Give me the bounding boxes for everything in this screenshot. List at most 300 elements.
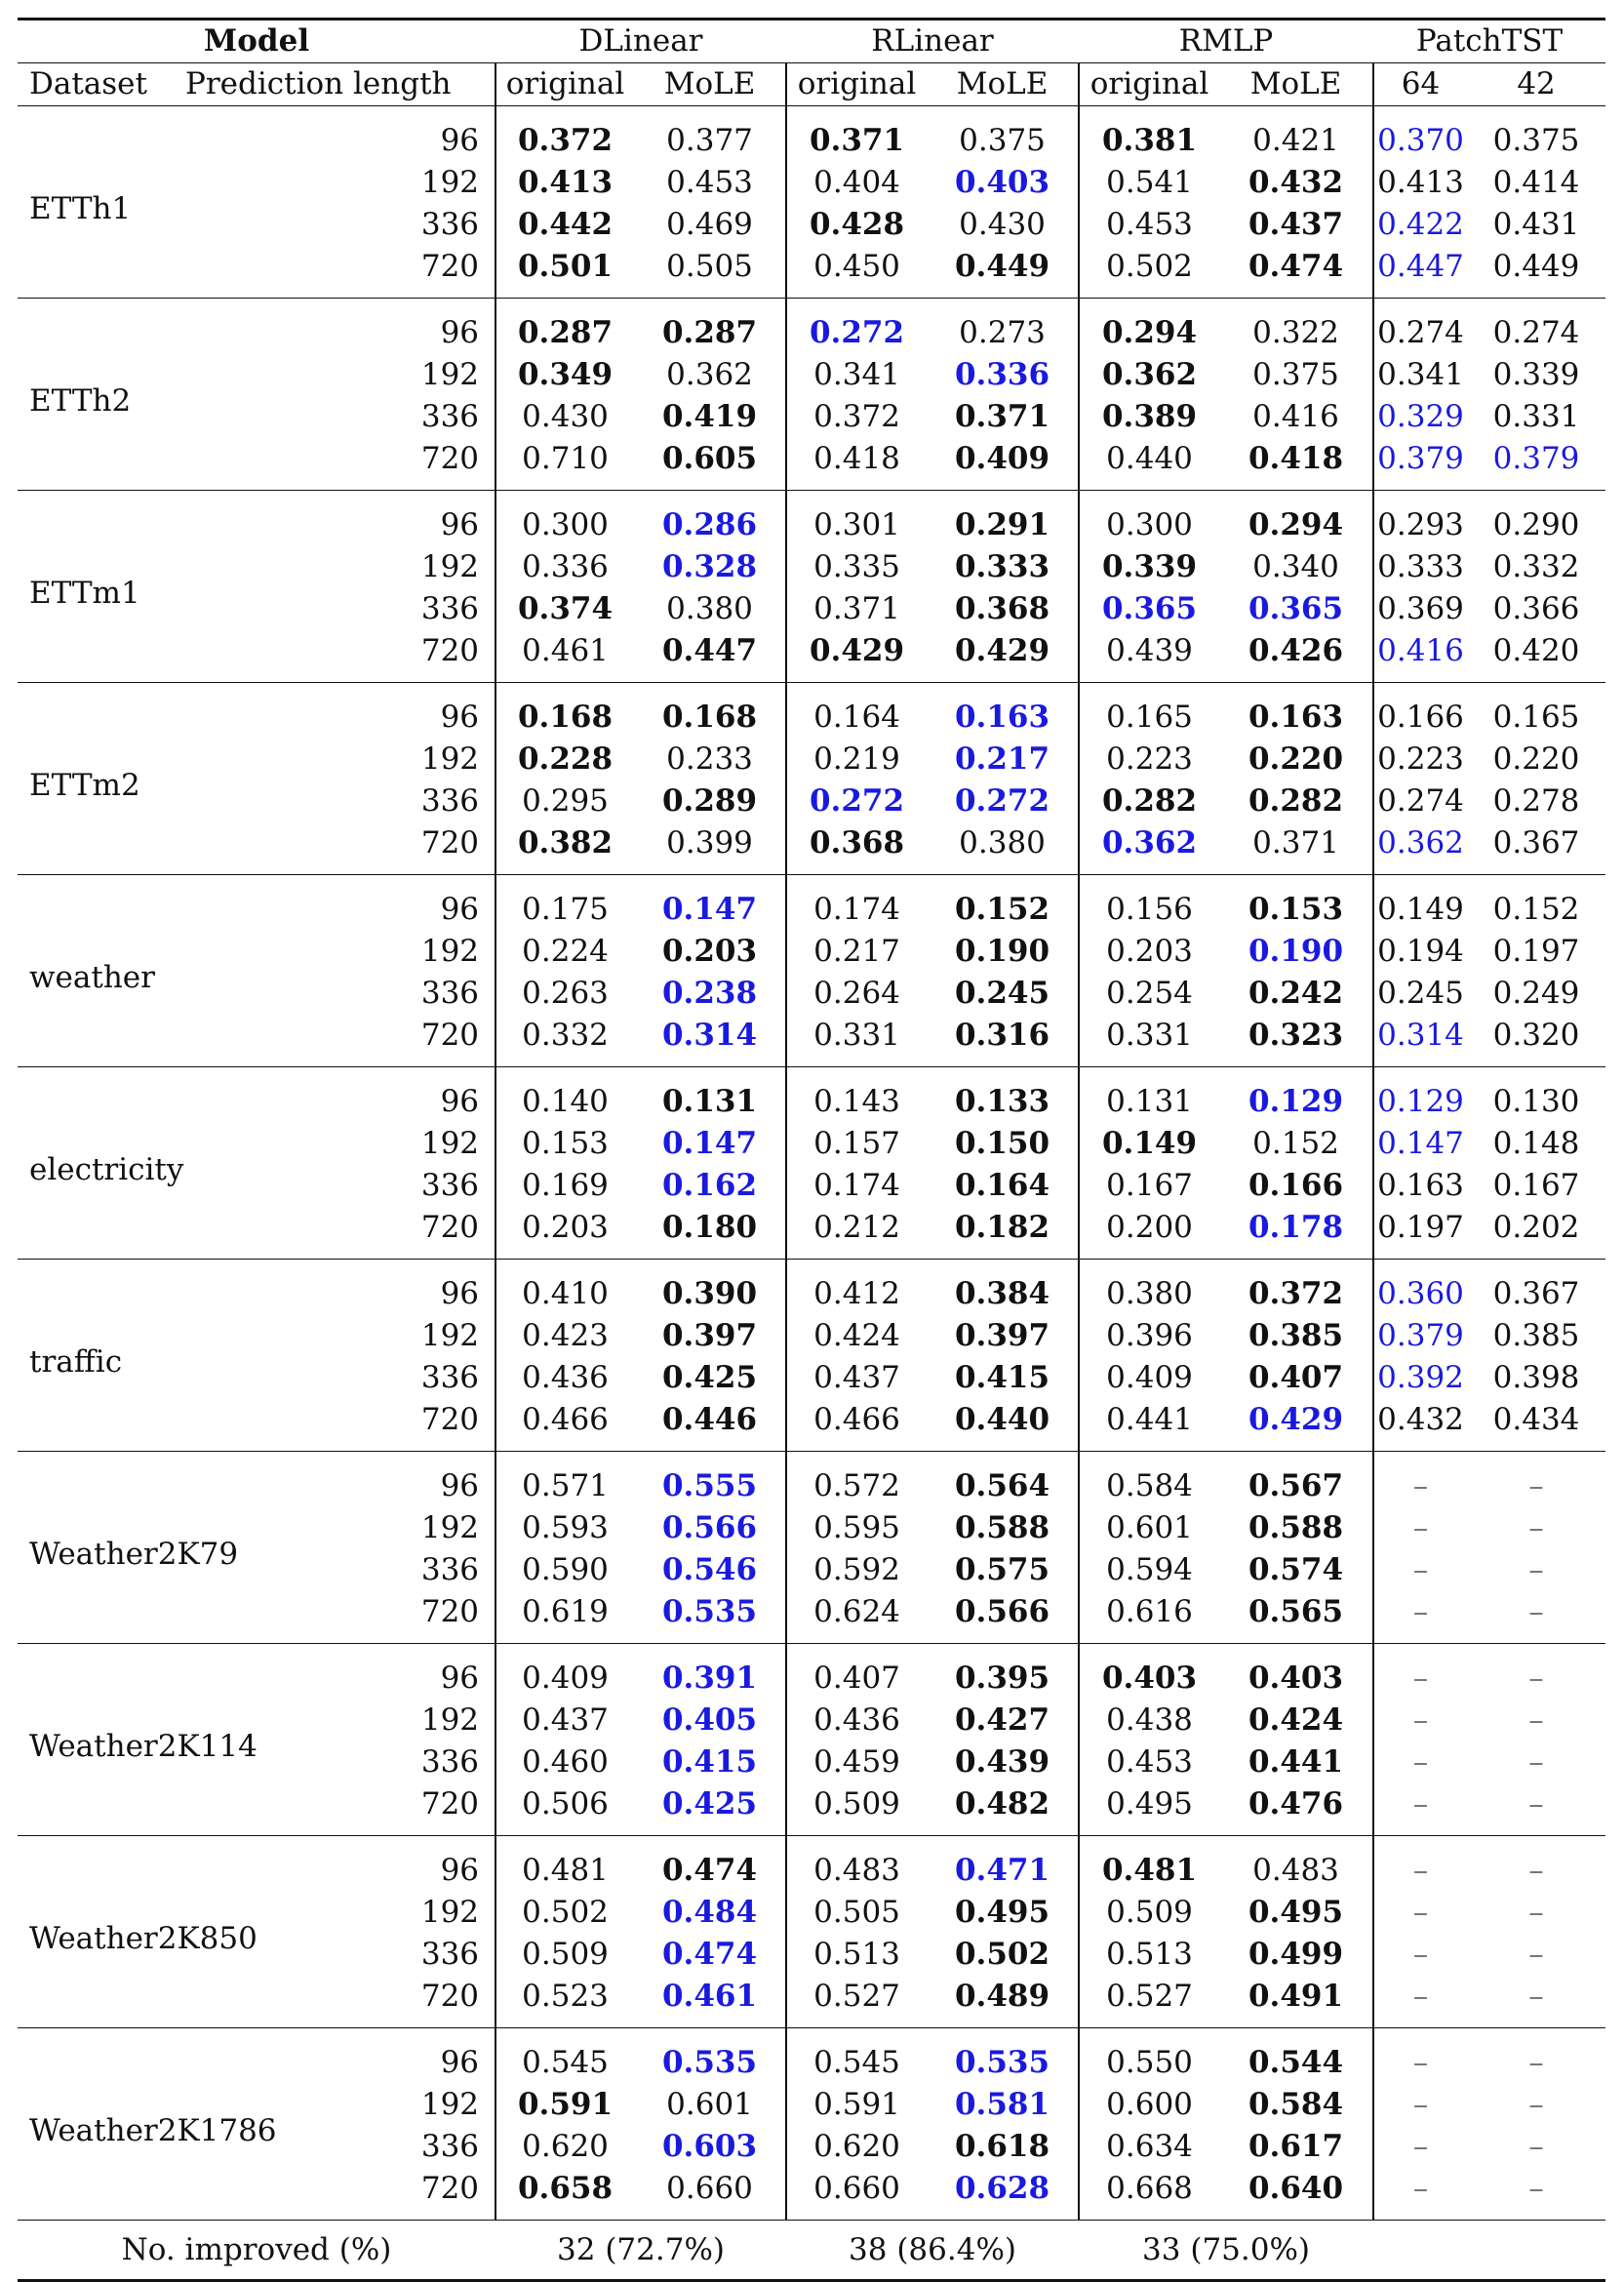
- table-row: [18, 396, 1605, 438]
- metric-cell: 0.436: [786, 1700, 927, 1742]
- metric-cell: –: [1373, 2126, 1467, 2168]
- metric-cell: 0.425: [661, 1360, 758, 1395]
- metric-cell: 0.287: [495, 299, 634, 355]
- metric-cell: 0.495: [954, 1895, 1050, 1930]
- metric-cell: 0.658: [495, 2168, 634, 2221]
- metric-cell: 0.375: [1467, 106, 1605, 163]
- metric-cell: 0.412: [786, 1260, 927, 1316]
- metric-cell: 0.375: [927, 106, 1079, 163]
- dataset-name: traffic: [18, 1260, 174, 1452]
- metric-cell: 0.223: [1373, 739, 1467, 781]
- metric-cell: 0.527: [1079, 1976, 1219, 2028]
- metric-cell: 0.294: [1079, 299, 1219, 355]
- prediction-length: 192: [420, 2087, 480, 2122]
- metric-cell: 0.603: [661, 2129, 758, 2164]
- metric-cell: 0.544: [1219, 2028, 1373, 2085]
- metric-cell: 0.368: [786, 822, 927, 875]
- dataset-name: Weather2K114: [18, 1644, 174, 1836]
- metric-cell: 0.152: [1252, 1126, 1339, 1161]
- metric-cell: –: [1528, 1510, 1544, 1545]
- metric-cell: 0.428: [786, 204, 927, 246]
- group-header-patchtst: PatchTST: [1415, 23, 1564, 59]
- metric-cell: 0.147: [661, 1126, 758, 1161]
- metric-cell: 0.505: [786, 1892, 927, 1934]
- metric-cell: 0.438: [1079, 1700, 1219, 1742]
- metric-cell: 0.369: [1373, 588, 1467, 630]
- metric-cell: 0.336: [954, 357, 1050, 392]
- metric-cell: 0.322: [1219, 299, 1373, 355]
- prediction-length-header: Prediction length: [174, 63, 495, 106]
- metric-cell: 0.129: [1219, 1067, 1373, 1124]
- metric-cell: –: [1373, 2028, 1467, 2085]
- metric-cell: –: [1373, 2084, 1467, 2126]
- metric-cell: 0.409: [495, 1644, 634, 1701]
- metric-cell: 0.436: [495, 1357, 634, 1399]
- metric-cell: 0.323: [1248, 1018, 1344, 1053]
- prediction-length: 96: [174, 683, 495, 740]
- dataset-name: ETTh2: [18, 299, 174, 491]
- metric-cell: 0.535: [661, 1594, 758, 1629]
- table-row: [18, 1357, 1605, 1399]
- table-row: [18, 299, 1605, 355]
- metric-cell: 0.331: [786, 1015, 927, 1067]
- metric-cell: 0.588: [1248, 1510, 1344, 1545]
- metric-cell: 0.374: [495, 588, 634, 630]
- metric-cell: 0.300: [1079, 491, 1219, 547]
- prediction-length: 720: [420, 249, 480, 284]
- prediction-length: 336: [420, 1744, 480, 1780]
- metric-cell: –: [1373, 1452, 1467, 1508]
- prediction-length: 720: [420, 1210, 480, 1245]
- metric-cell: 0.245: [1373, 973, 1467, 1015]
- metric-cell: 0.481: [495, 1836, 634, 1893]
- metric-cell: 0.203: [1079, 931, 1219, 973]
- prediction-length: 336: [420, 2129, 480, 2164]
- metric-cell: 0.274: [1373, 781, 1467, 822]
- metric-cell: 0.148: [1492, 1126, 1580, 1161]
- prediction-length: 720: [420, 825, 480, 861]
- metric-cell: 0.152: [927, 875, 1079, 932]
- footer-value-rmlp: 33 (75.0%): [1079, 2221, 1373, 2281]
- prediction-length: 96: [174, 1836, 495, 1893]
- metric-cell: 0.290: [1467, 491, 1605, 547]
- metric-cell: 0.425: [661, 1786, 758, 1822]
- metric-cell: 0.590: [495, 1549, 634, 1591]
- prediction-length: 336: [420, 591, 480, 626]
- metric-cell: 0.513: [786, 1934, 927, 1976]
- metric-cell: 0.413: [495, 162, 634, 204]
- metric-cell: –: [1528, 2129, 1544, 2164]
- metric-cell: 0.203: [661, 934, 758, 969]
- metric-cell: 0.432: [1373, 1399, 1467, 1452]
- metric-cell: –: [1373, 1783, 1467, 1836]
- metric-cell: 0.273: [927, 299, 1079, 355]
- metric-cell: 0.505: [666, 249, 753, 284]
- metric-cell: 0.584: [1248, 2087, 1344, 2122]
- metric-cell: 0.640: [1248, 2171, 1344, 2206]
- metric-cell: 0.447: [661, 633, 758, 668]
- metric-cell: –: [1528, 1786, 1544, 1822]
- metric-cell: 0.431: [1492, 207, 1580, 242]
- metric-cell: 0.377: [634, 106, 786, 163]
- metric-cell: 0.153: [1219, 875, 1373, 932]
- prediction-length: 720: [420, 1402, 480, 1437]
- metric-cell: 0.381: [1079, 106, 1219, 163]
- prediction-length: 336: [420, 1937, 480, 1972]
- metric-cell: 0.605: [661, 441, 758, 476]
- metric-cell: 0.660: [666, 2171, 753, 2206]
- table-row: [18, 491, 1605, 547]
- metric-cell: 0.194: [1373, 931, 1467, 973]
- metric-cell: –: [1373, 1700, 1467, 1742]
- metric-cell: 0.391: [634, 1644, 786, 1701]
- table-row: [18, 1067, 1605, 1124]
- metric-cell: 0.399: [666, 825, 753, 861]
- metric-cell: 0.593: [495, 1507, 634, 1549]
- metric-cell: 0.413: [1373, 162, 1467, 204]
- metric-cell: 0.407: [1248, 1360, 1344, 1395]
- metric-cell: 0.385: [1492, 1318, 1580, 1353]
- prediction-length: 336: [420, 783, 480, 819]
- metric-cell: 0.461: [495, 630, 634, 683]
- metric-cell: 0.149: [1079, 1123, 1219, 1165]
- metric-cell: 0.190: [954, 934, 1050, 969]
- table-row: [18, 630, 1605, 683]
- metric-cell: 0.527: [786, 1976, 927, 2028]
- metric-cell: 0.398: [1492, 1360, 1580, 1395]
- metric-cell: –: [1528, 1744, 1544, 1780]
- metric-cell: 0.574: [1248, 1552, 1344, 1587]
- table-row: [18, 1591, 1605, 1644]
- header-row-groups: [18, 20, 1605, 63]
- metric-cell: 0.618: [954, 2129, 1050, 2164]
- metric-cell: 0.415: [661, 1744, 758, 1780]
- dataset-name: ETTm1: [18, 491, 174, 683]
- metric-cell: 0.316: [954, 1018, 1050, 1053]
- table-row: [18, 1399, 1605, 1452]
- metric-cell: 0.453: [1079, 204, 1219, 246]
- footer-row: [18, 2221, 1605, 2281]
- metric-cell: 0.390: [634, 1260, 786, 1316]
- metric-cell: 0.405: [661, 1702, 758, 1738]
- metric-cell: 0.282: [1248, 783, 1344, 819]
- metric-cell: 0.437: [495, 1700, 634, 1742]
- metric-cell: 0.220: [1248, 741, 1344, 777]
- table-row: [18, 546, 1605, 588]
- metric-cell: 0.601: [1079, 1507, 1219, 1549]
- prediction-length: 720: [420, 1018, 480, 1053]
- results-table-container: [18, 18, 1605, 2282]
- metric-cell: 0.289: [661, 783, 758, 819]
- metric-cell: 0.453: [666, 165, 753, 200]
- metric-cell: 0.397: [954, 1318, 1050, 1353]
- metric-cell: 0.282: [1079, 781, 1219, 822]
- metric-cell: 0.149: [1373, 875, 1467, 932]
- metric-cell: 0.331: [1079, 1015, 1219, 1067]
- metric-cell: 0.601: [666, 2087, 753, 2122]
- dataset-name: ETTm2: [18, 683, 174, 875]
- metric-cell: 0.420: [1492, 633, 1580, 668]
- metric-cell: 0.474: [1248, 249, 1344, 284]
- metric-cell: 0.202: [1492, 1210, 1580, 1245]
- subcol-header: MoLE: [1219, 63, 1373, 106]
- metric-cell: 0.335: [786, 546, 927, 588]
- metric-cell: 0.481: [1079, 1836, 1219, 1893]
- metric-cell: 0.509: [495, 1934, 634, 1976]
- header-row-columns: [18, 63, 1605, 106]
- metric-cell: 0.403: [1219, 1644, 1373, 1701]
- metric-cell: 0.332: [1492, 549, 1580, 584]
- metric-cell: 0.501: [495, 246, 634, 299]
- metric-cell: 0.174: [786, 875, 927, 932]
- metric-cell: 0.440: [1079, 438, 1219, 491]
- dataset-name: Weather2K1786: [18, 2028, 174, 2221]
- metric-cell: 0.506: [495, 1783, 634, 1836]
- prediction-length: 192: [420, 741, 480, 777]
- prediction-length: 192: [420, 357, 480, 392]
- metric-cell: 0.410: [495, 1260, 634, 1316]
- metric-cell: 0.509: [786, 1783, 927, 1836]
- table-row: [18, 1165, 1605, 1207]
- table-row: [18, 2168, 1605, 2221]
- metric-cell: 0.595: [786, 1507, 927, 1549]
- metric-cell: 0.502: [954, 1937, 1050, 1972]
- prediction-length: 720: [420, 1979, 480, 2014]
- metric-cell: 0.379: [1373, 438, 1467, 491]
- metric-cell: 0.620: [495, 2126, 634, 2168]
- metric-cell: 0.371: [786, 106, 927, 163]
- metric-cell: 0.419: [661, 399, 758, 434]
- metric-cell: 0.178: [1248, 1210, 1344, 1245]
- dataset-name: ETTh1: [18, 106, 174, 299]
- metric-cell: 0.495: [1248, 1895, 1344, 1930]
- table-row: [18, 204, 1605, 246]
- metric-cell: 0.441: [1248, 1744, 1344, 1780]
- metric-cell: 0.365: [1079, 588, 1219, 630]
- metric-cell: –: [1528, 1702, 1544, 1738]
- metric-cell: 0.341: [786, 354, 927, 396]
- metric-cell: 0.157: [786, 1123, 927, 1165]
- metric-cell: 0.575: [954, 1552, 1050, 1587]
- metric-cell: 0.169: [495, 1165, 634, 1207]
- metric-cell: 0.572: [786, 1452, 927, 1508]
- metric-cell: 0.459: [786, 1742, 927, 1783]
- table-row: [18, 246, 1605, 299]
- metric-cell: 0.385: [1248, 1318, 1344, 1353]
- metric-cell: 0.360: [1373, 1260, 1467, 1316]
- metric-cell: –: [1528, 1552, 1544, 1587]
- metric-cell: 0.384: [927, 1260, 1079, 1316]
- table-row: [18, 1507, 1605, 1549]
- metric-cell: 0.167: [1079, 1165, 1219, 1207]
- metric-cell: –: [1467, 1644, 1605, 1701]
- metric-cell: 0.336: [495, 546, 634, 588]
- metric-cell: 0.371: [786, 588, 927, 630]
- metric-cell: 0.418: [1248, 441, 1344, 476]
- metric-cell: 0.314: [661, 1018, 758, 1053]
- table-row: [18, 875, 1605, 932]
- metric-cell: 0.140: [495, 1067, 634, 1124]
- metric-cell: 0.495: [1079, 1783, 1219, 1836]
- metric-cell: 0.163: [1219, 683, 1373, 740]
- metric-cell: 0.339: [1492, 357, 1580, 392]
- results-table: [18, 18, 1605, 2282]
- metric-cell: 0.483: [786, 1836, 927, 1893]
- metric-cell: 0.156: [1079, 875, 1219, 932]
- metric-cell: 0.565: [1248, 1594, 1344, 1629]
- group-header-rlinear: RLinear: [871, 23, 994, 59]
- metric-cell: 0.367: [1467, 1260, 1605, 1316]
- metric-cell: 0.660: [786, 2168, 927, 2221]
- metric-cell: 0.461: [661, 1979, 758, 2014]
- prediction-length: 336: [420, 1360, 480, 1395]
- metric-cell: 0.167: [1492, 1168, 1580, 1203]
- metric-cell: 0.550: [1079, 2028, 1219, 2085]
- metric-cell: 0.286: [634, 491, 786, 547]
- prediction-length: 192: [420, 934, 480, 969]
- group-header-rmlp: RMLP: [1178, 23, 1274, 59]
- metric-cell: 0.619: [495, 1591, 634, 1644]
- metric-cell: 0.483: [1219, 1836, 1373, 1893]
- prediction-length: 192: [420, 549, 480, 584]
- metric-cell: 0.233: [666, 741, 753, 777]
- metric-cell: 0.389: [1079, 396, 1219, 438]
- metric-cell: –: [1528, 2171, 1544, 2206]
- metric-cell: 0.362: [1373, 822, 1467, 875]
- metric-cell: 0.567: [1219, 1452, 1373, 1508]
- metric-cell: 0.372: [495, 106, 634, 163]
- metric-cell: 0.628: [954, 2171, 1050, 2206]
- table-row: [18, 739, 1605, 781]
- metric-cell: 0.437: [1248, 207, 1344, 242]
- metric-cell: 0.474: [634, 1836, 786, 1893]
- prediction-length: 720: [420, 1594, 480, 1629]
- metric-cell: 0.224: [495, 931, 634, 973]
- metric-cell: 0.380: [666, 591, 753, 626]
- dataset-name: Weather2K79: [18, 1452, 174, 1644]
- table-row: [18, 588, 1605, 630]
- metric-cell: 0.164: [954, 1168, 1050, 1203]
- table-row: [18, 1123, 1605, 1165]
- metric-cell: 0.249: [1492, 976, 1580, 1011]
- metric-cell: 0.466: [495, 1399, 634, 1452]
- metric-cell: –: [1373, 1976, 1467, 2028]
- metric-cell: 0.131: [634, 1067, 786, 1124]
- metric-cell: 0.403: [954, 165, 1050, 200]
- metric-cell: 0.272: [786, 299, 927, 355]
- metric-cell: 0.174: [786, 1165, 927, 1207]
- metric-cell: 0.254: [1079, 973, 1219, 1015]
- metric-cell: 0.392: [1373, 1357, 1467, 1399]
- metric-cell: 0.584: [1079, 1452, 1219, 1508]
- metric-cell: 0.153: [495, 1123, 634, 1165]
- metric-cell: 0.588: [954, 1510, 1050, 1545]
- metric-cell: 0.164: [786, 683, 927, 740]
- metric-cell: 0.407: [786, 1644, 927, 1701]
- subcol-header: 42: [1467, 63, 1605, 106]
- subcol-header: original: [1079, 63, 1219, 106]
- metric-cell: 0.371: [954, 399, 1050, 434]
- metric-cell: 0.620: [786, 2126, 927, 2168]
- metric-cell: 0.396: [1079, 1315, 1219, 1357]
- metric-cell: 0.409: [954, 441, 1050, 476]
- metric-cell: 0.600: [1079, 2084, 1219, 2126]
- metric-cell: 0.449: [1492, 249, 1580, 284]
- metric-cell: 0.245: [954, 976, 1050, 1011]
- metric-cell: 0.414: [1492, 165, 1580, 200]
- table-row: [18, 2028, 1605, 2085]
- model-header: Model: [203, 23, 310, 59]
- prediction-length: 336: [420, 207, 480, 242]
- metric-cell: 0.152: [1467, 875, 1605, 932]
- prediction-length: 192: [420, 1126, 480, 1161]
- metric-cell: 0.566: [954, 1594, 1050, 1629]
- prediction-length: 720: [420, 633, 480, 668]
- table-row: [18, 1783, 1605, 1836]
- metric-cell: 0.432: [1248, 165, 1344, 200]
- metric-cell: 0.395: [927, 1644, 1079, 1701]
- metric-cell: 0.421: [1219, 106, 1373, 163]
- metric-cell: 0.147: [1373, 1123, 1467, 1165]
- metric-cell: –: [1373, 1892, 1467, 1934]
- table-row: [18, 1644, 1605, 1701]
- metric-cell: 0.242: [1248, 976, 1344, 1011]
- metric-cell: 0.362: [666, 357, 753, 392]
- metric-cell: 0.423: [495, 1315, 634, 1357]
- metric-cell: 0.165: [1079, 683, 1219, 740]
- metric-cell: 0.212: [786, 1207, 927, 1260]
- table-row: [18, 1260, 1605, 1316]
- metric-cell: 0.469: [666, 207, 753, 242]
- metric-cell: 0.150: [954, 1126, 1050, 1161]
- metric-cell: 0.329: [1373, 396, 1467, 438]
- metric-cell: –: [1528, 2087, 1544, 2122]
- table-row: [18, 683, 1605, 740]
- metric-cell: 0.422: [1373, 204, 1467, 246]
- metric-cell: –: [1373, 1549, 1467, 1591]
- metric-cell: 0.440: [954, 1402, 1050, 1437]
- metric-cell: 0.546: [661, 1552, 758, 1587]
- metric-cell: 0.162: [661, 1168, 758, 1203]
- metric-cell: 0.424: [786, 1315, 927, 1357]
- metric-cell: 0.446: [661, 1402, 758, 1437]
- metric-cell: 0.314: [1373, 1015, 1467, 1067]
- metric-cell: 0.429: [786, 630, 927, 683]
- metric-cell: 0.291: [927, 491, 1079, 547]
- metric-cell: 0.372: [1219, 1260, 1373, 1316]
- metric-cell: 0.502: [495, 1892, 634, 1934]
- metric-cell: 0.180: [661, 1210, 758, 1245]
- metric-cell: 0.294: [1219, 491, 1373, 547]
- metric-cell: 0.328: [661, 549, 758, 584]
- metric-cell: 0.372: [786, 396, 927, 438]
- metric-cell: 0.409: [1079, 1357, 1219, 1399]
- metric-cell: 0.341: [1373, 354, 1467, 396]
- metric-cell: 0.380: [1079, 1260, 1219, 1316]
- metric-cell: 0.474: [661, 1937, 758, 1972]
- dataset-name: weather: [18, 875, 174, 1067]
- metric-cell: 0.484: [661, 1895, 758, 1930]
- prediction-length: 96: [174, 299, 495, 355]
- prediction-length: 192: [420, 1702, 480, 1738]
- metric-cell: 0.424: [1248, 1702, 1344, 1738]
- metric-cell: 0.442: [495, 204, 634, 246]
- table-row: [18, 822, 1605, 875]
- metric-cell: 0.263: [495, 973, 634, 1015]
- table-row: [18, 1549, 1605, 1591]
- prediction-length: 192: [420, 1510, 480, 1545]
- metric-cell: 0.340: [1252, 549, 1339, 584]
